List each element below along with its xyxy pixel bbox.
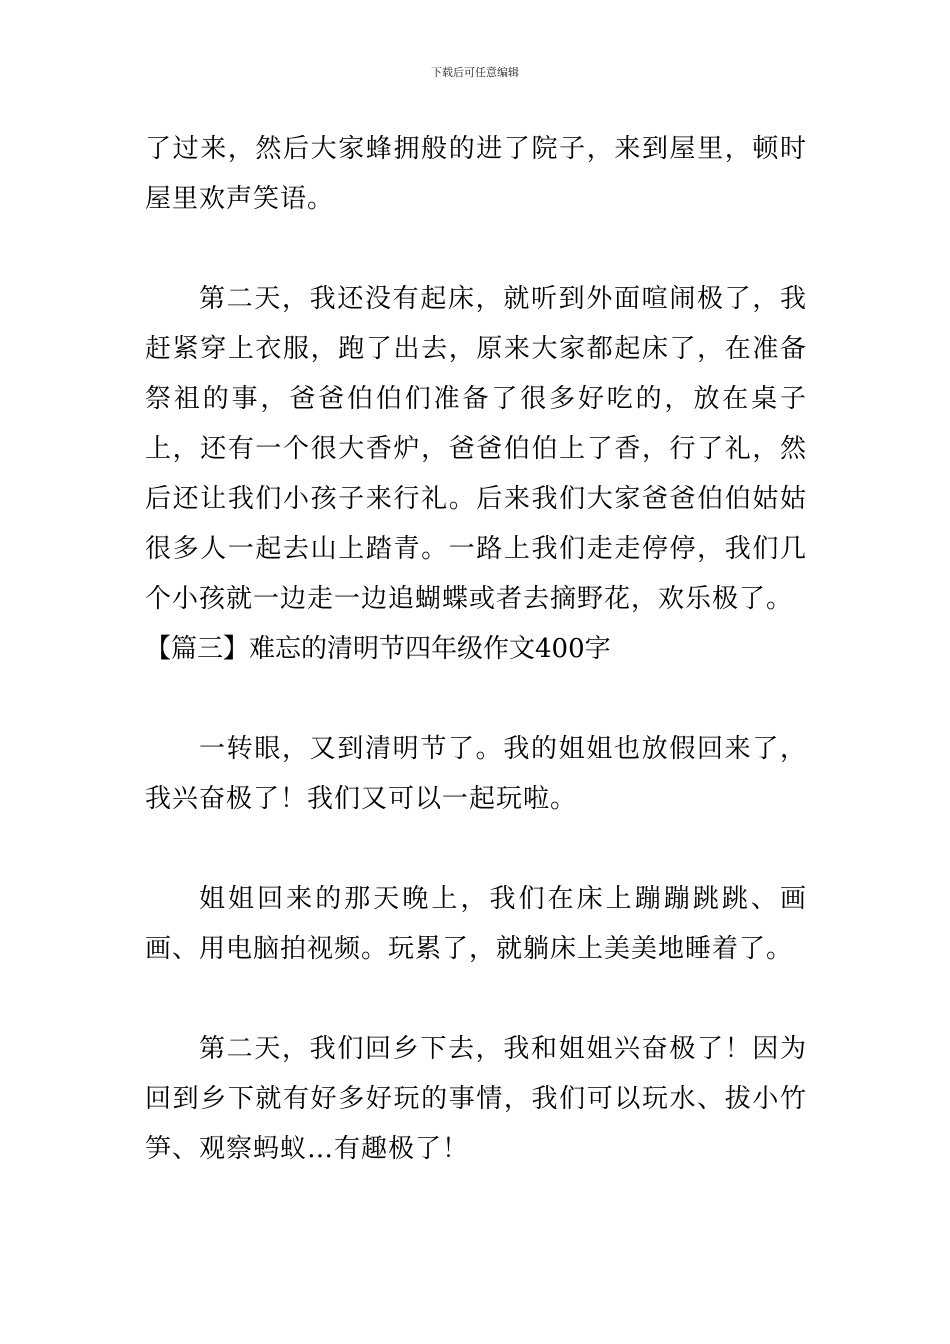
paragraph-second-day: 第二天，我还没有起床，就听到外面喧闹极了，我赶紧穿上衣服，跑了出去，原来大家都起床了，在准备祭祖的事，爸爸伯伯们准备了很多好吃的，放在桌子上，还有一个很大香炉，爸爸伯伯上了香，行了礼，然后还让我们小孩子来行礼。后来我们大家爸爸伯伯姑姑很多人一起去山上踏青。一路上我们走走停停，我们几个小孩就一边走一边追蝴蝶或者去摘野花，欢乐极了。 [145,284,807,614]
page-header: 下载后可任意编辑 [431,66,519,79]
paragraph-qingming-intro: 一转眼，又到清明节了。我的姐姐也放假回来了，我兴奋极了！我们又可以一起玩啦。 [145,734,807,814]
paragraph-continuation: 了过来，然后大家蜂拥般的进了院子，来到屋里，顿时屋里欢声笑语。 [145,134,807,214]
section-heading: 【篇三】难忘的清明节四年级作文400字 [145,634,611,664]
document-body [145,124,807,1174]
paragraph-sister-night: 姐姐回来的那天晚上，我们在床上蹦蹦跳跳、画画、用电脑拍视频。玩累了，就躺床上美美地睡着了。 [145,884,807,964]
paragraph-countryside: 第二天，我们回乡下去，我和姐姐兴奋极了！因为回到乡下就有好多好玩的事情，我们可以玩水、拔小竹笋、观察蚂蚁…有趣极了！ [145,1034,807,1164]
